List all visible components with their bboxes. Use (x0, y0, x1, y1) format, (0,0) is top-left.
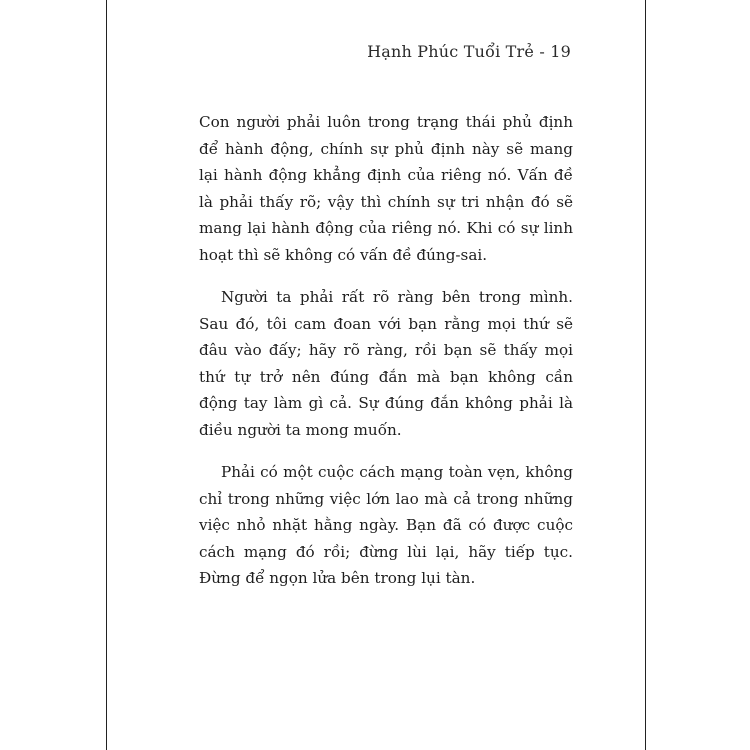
body-text (199, 109, 573, 608)
book-page (106, 0, 646, 750)
running-head: Hạnh Phúc Tuổi Trẻ - 19 (367, 42, 571, 61)
paragraph-3: Phải có một cuộc cách mạng toàn vẹn, không chỉ trong những việc lớn lao mà cả trong những việc nhỏ nhặt hằng ngày. Bạn đã có được cuộc cách mạng đó rồi; đừng lùi lại, hãy tiếp tục. Đừng để ngọn lửa bên trong lụi tàn. (199, 463, 573, 587)
paragraph-2: Người ta phải rất rõ ràng bên trong mình. Sau đó, tôi cam đoan với bạn rằng mọi thứ sẽ đâu vào đấy; hãy rõ ràng, rồi bạn sẽ thấy mọi thứ tự trở nên đúng đắn mà bạn không cần động tay làm gì cả. Sự đúng đắn không phải là điều người ta mong muốn. (199, 288, 573, 439)
paragraph-1: Con người phải luôn trong trạng thái phủ định để hành động, chính sự phủ định này sẽ mang lại hành động khẳng định của riêng nó. Vấn đề là phải thấy rõ; vậy thì chính sự tri nhận đó sẽ mang lại hành động của riêng nó. Khi có sự linh hoạt thì sẽ không có vấn đề đúng-sai. (199, 113, 573, 264)
